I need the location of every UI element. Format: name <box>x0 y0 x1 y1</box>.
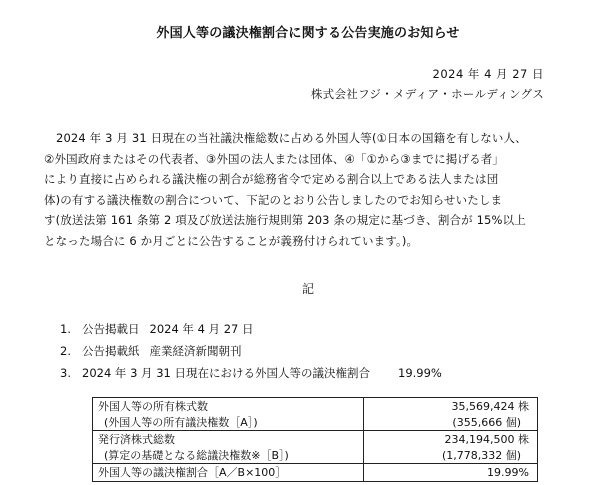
item-label: 2024 年 3 月 31 日現在における外国人等の議決権割合 <box>82 366 370 380</box>
item-value: 産業経済新聞朝刊 <box>149 344 242 358</box>
body-line: により直接に占められる議決権の割合が総務省令で定める割合以上である法人または団 <box>44 172 499 187</box>
row-label: 発行済株式総数 <box>98 433 175 446</box>
body-line: となった場合に 6 か月ごとに公告することが義務付けられています。)。 <box>44 233 419 248</box>
item-list <box>60 318 442 384</box>
row-sublabel: (外国人等の所有議決権数［A］) <box>104 415 258 429</box>
row-value: 35,569,424 株 <box>451 400 529 413</box>
table-cell-value <box>364 398 538 431</box>
notice-body <box>44 128 574 252</box>
row-value: 234,194,500 株 <box>444 433 529 446</box>
document-title: 外国人等の議決権割合に関する公告実施のお知らせ <box>156 26 460 41</box>
row-sublabel: (算定の基礎となる総議決権数※［B］) <box>104 448 289 462</box>
table-row <box>93 398 538 431</box>
item-label: 公告掲載紙 <box>82 344 140 358</box>
table-row <box>93 464 538 482</box>
body-line: ②外国政府またはその代表者、③外国の法人または団体、④「①から③までに掲げる者」 <box>44 151 505 166</box>
table-cell-label <box>93 398 364 431</box>
issue-date: 2024 年 4 月 27 日 <box>432 67 544 81</box>
item-value: 2024 年 4 月 27 日 <box>149 322 254 336</box>
list-item <box>60 340 442 362</box>
item-number: 1. <box>60 322 71 336</box>
table-cell-label <box>93 431 364 464</box>
voting-rights-table <box>92 397 538 482</box>
company-name: 株式会社フジ・メディア・ホールディングス <box>310 87 544 101</box>
row-subvalue: (1,778,332 個) <box>441 448 521 462</box>
list-item <box>60 318 442 340</box>
row-value: 19.99% <box>487 466 529 479</box>
body-line: す(放送法第 161 条第 2 項及び放送法施行規則第 203 条の規定に基づき、割合が 15%以上 <box>44 213 526 228</box>
item-number: 2. <box>60 344 71 358</box>
list-item <box>60 362 442 384</box>
row-subvalue: (355,666 個) <box>452 415 521 429</box>
table-cell-value <box>364 431 538 464</box>
ki-heading: 記 <box>301 282 314 296</box>
body-line: 2024 年 3 月 31 日現在の当社議決権総数に占める外国人等(①日本の国籍を有しない人、 <box>56 131 527 145</box>
table-row <box>93 431 538 464</box>
item-number: 3. <box>60 366 71 380</box>
item-value: 19.99% <box>398 366 442 380</box>
row-label: 外国人等の議決権割合［A／B×100］ <box>98 466 287 479</box>
item-label: 公告掲載日 <box>82 322 140 336</box>
table-cell-value <box>364 464 538 482</box>
row-label: 外国人等の所有株式数 <box>98 400 208 413</box>
table-cell-label <box>93 464 364 482</box>
body-line: 体)の有する議決権数の割合について、下記のとおり公告しましたのでお知らせいたしま <box>44 192 503 207</box>
